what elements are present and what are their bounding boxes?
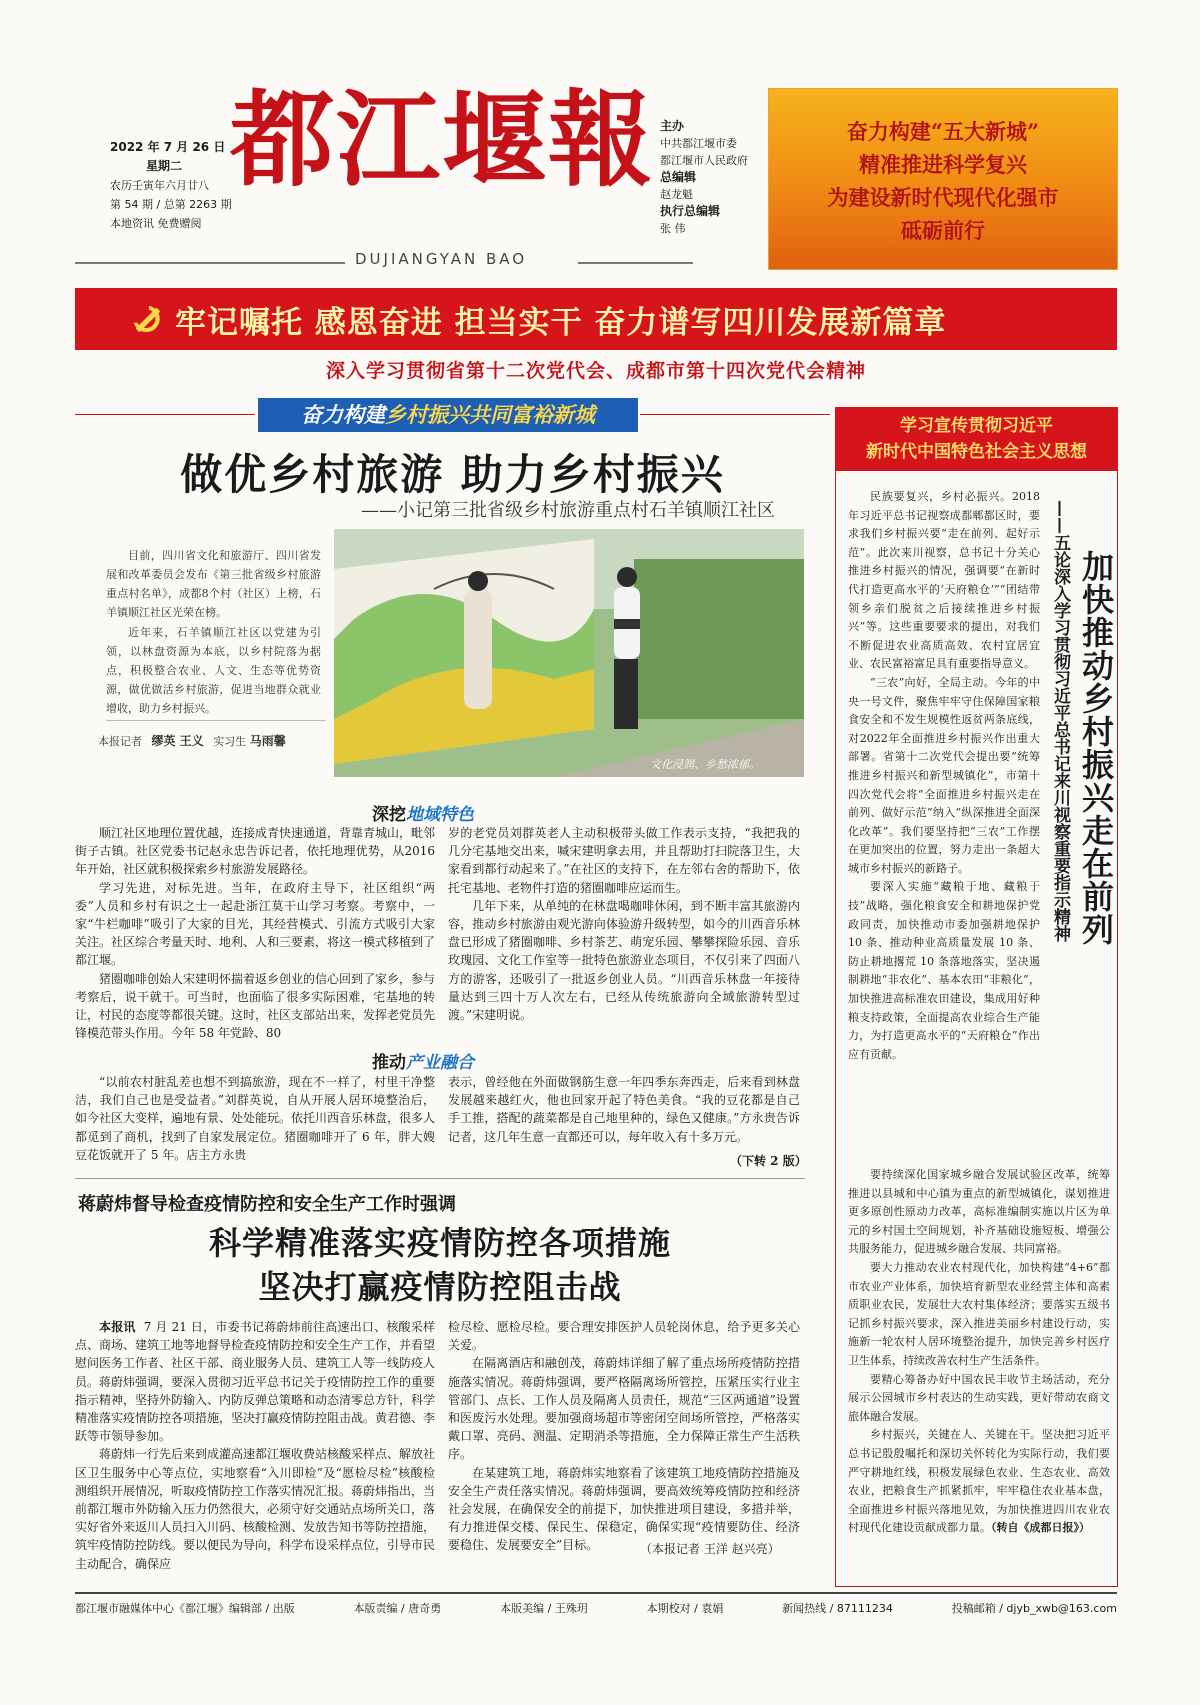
lead-subheadline: ——小记第三批省级乡村旅游重点村石羊镇顺江社区 bbox=[361, 500, 775, 521]
section-head-a: 深挖 bbox=[372, 805, 406, 825]
article-column bbox=[448, 824, 800, 1024]
sidebar-paragraph: 民族要复兴，乡村必振兴。2018年习近平总书记视察成都郫都区时，要求我们乡村振兴要“走在前列、起好示范”。此次来川视察，总书记十分关心推进乡村振兴的情况，强调要“在新时代打造更高水平的‘天府粮仓’”“团结带领乡亲们脱贫之后接续推进乡村振兴”等。这些重要要求的提出，对我们不断促进农业高质高效、农村宜居宜业、农民富裕富足具有重要指导意义。 bbox=[848, 490, 1040, 671]
lead-headline: 做优乡村旅游 助力乡村振兴 bbox=[180, 450, 725, 499]
lead-kicker-a: 奋力构建 bbox=[301, 403, 385, 427]
sidebar-paragraph: 要精心筹备办好中国农民丰收节主场活动，充分展示公园城市乡村表达的生动实践，更好带动农商文旅体融合发展。 bbox=[848, 1372, 1110, 1423]
sidebar-header bbox=[835, 407, 1118, 471]
newspaper-title: 都江堰報 bbox=[230, 78, 655, 201]
ad-line: 砥砺前行 bbox=[901, 218, 985, 243]
footer-hotline: 新闻热线 / 87111234 bbox=[782, 1602, 893, 1615]
article-column bbox=[75, 1318, 435, 1573]
kicker-rule bbox=[640, 414, 830, 415]
section-head-a: 推动 bbox=[372, 1053, 406, 1073]
issue-date: 2022 年 7 月 26 日 bbox=[110, 140, 226, 154]
exec-editor-label: 执行总编辑 bbox=[660, 204, 721, 218]
party-emblem-icon bbox=[128, 300, 166, 338]
lead-intro bbox=[106, 546, 321, 719]
photo-caption: 文化浸润、乡愁浓郁。 bbox=[650, 758, 760, 771]
byline-intern-label: 实习生 bbox=[213, 735, 247, 748]
slogan-text: 牢记嘱托 感恩奋进 担当实干 奋力谱写四川发展新篇章 bbox=[175, 304, 947, 341]
issue-number: 第 54 期 / 总第 2263 期 bbox=[110, 198, 232, 211]
dateline: 本报讯 bbox=[99, 1320, 136, 1334]
footer-publisher: 都江堰市融媒体中心《都江堰》编辑部 / 出版 bbox=[75, 1602, 295, 1615]
footer-email[interactable]: 投稿邮箱 / djyb_xwb@163.com bbox=[951, 1602, 1117, 1615]
sidebar-paragraph: 要深入实施“藏粮于地、藏粮于技”战略，强化粮食安全和耕地保护党政同责，加快推动市委加强耕地保护 10 条、推动种业高质量发展 10 条、防止耕地撂荒 10 条落地落实，坚决遏制耕地“非农化”、基本农田“非粮化”，加快推进高标准农田建设，集成用好种粮支持政策，全面提高农业综合生产能力，为打造更高水平的“天府粮仓”作出应有贡献。 bbox=[848, 880, 1040, 1061]
article-paragraph: 顺江社区地理位置优越，连接成青快速通道，背靠青城山，毗邻街子古镇。社区党委书记赵永忠告诉记者，依托地理优势，从2016年开始，社区就积极探索乡村旅游发展路径。 bbox=[75, 826, 436, 877]
byline-intern: 马雨馨 bbox=[249, 734, 286, 748]
sidebar-header-line: 新时代中国特色社会主义思想 bbox=[866, 442, 1087, 462]
sponsor-label: 主办 bbox=[660, 119, 685, 133]
lead-photo bbox=[334, 529, 804, 777]
sponsor-name: 都江堰市人民政府 bbox=[660, 154, 748, 167]
footer bbox=[75, 1600, 1117, 1616]
footer-rule bbox=[75, 1592, 1117, 1594]
sidebar-paragraph: “三农”向好，全局主动。今年的中央一号文件，聚焦牢牢守住保障国家粮食安全和不发生规模性返贫两条底线，对2022年全面推进乡村振兴作出重大部署。省第十二次党代会提出要“统筹推进乡村振兴和新型城镇化”，市第十四次党代会将“全面推进乡村振兴走在前列、做好示范”纳入“纵深推进全面深化改革”。我们要坚持把“三农”工作摆在更加突出的位置，努力走出一条超大城市乡村振兴的新路子。 bbox=[848, 675, 1040, 875]
masthead-rule bbox=[578, 262, 693, 264]
masthead-rule bbox=[75, 262, 345, 264]
section-head-b: 地域特色 bbox=[406, 805, 474, 825]
section-head bbox=[372, 1048, 474, 1073]
footer-proofreader: 本期校对 / 袁娟 bbox=[646, 1602, 724, 1615]
footer-designer: 本版美编 / 王殊玥 bbox=[500, 1602, 588, 1615]
editor-label: 总编辑 bbox=[660, 170, 697, 184]
ad-line: 精准推进科学复兴 bbox=[859, 152, 1027, 177]
lead-kicker-b: 乡村振兴共同富裕新城 bbox=[385, 403, 595, 427]
sidebar-header-line: 学习宣传贯彻习近平 bbox=[900, 416, 1053, 436]
sidebar-headline: 加快推动乡村振兴走在前列 bbox=[1077, 550, 1115, 946]
ad-line: 为建设新时代现代化强市 bbox=[827, 185, 1059, 210]
byline-label: 本报记者 bbox=[98, 735, 142, 748]
masthead-ad-banner bbox=[768, 88, 1118, 270]
article-paragraph: 猪圈咖啡创始人宋建明怀揣着返乡创业的信心回到了家乡，参与考察后，说干就干。可当时，也面临了很多实际困难，宅基地的转让，村民的态度等都很关键。这时，社区支部站出来，发挥老党员先锋模范带头作用。今年 58 年党龄、80 bbox=[75, 971, 436, 1041]
sidebar-paragraph: 要大力推动农业农村现代化，加快构建“4+6”都市农业产业体系，加快培育新型农业经营主体和高素质职业农民，发展壮大农村集体经济；要落实五级书记抓乡村振兴要求，深入推进美丽乡村建设行动，实施新一轮农村人居环境整治提升，加快完善乡村医疗卫生体系，持续改善农村生产生活条件。 bbox=[848, 1260, 1110, 1367]
sidebar-body bbox=[848, 488, 1040, 1064]
distribution-note: 本地资讯 免费赠阅 bbox=[110, 217, 202, 230]
sidebar-subheadline: ——五论深入学习贯彻习近平总书记来川视察重要指示精神 bbox=[1050, 500, 1070, 942]
article-paragraph: 蒋蔚炜一行先后来到成灌高速都江堰收费站核酸采样点、解放社区卫生服务中心等点位，实地察看“入川即检”及“愿检尽检”核酸检测组织开展情况，听取疫情防控工作落实情况汇报。蒋蔚炜指出，当前都江堰市外防输入压力仍然很大，必须守好交通站点场所关口，落实好省外来返川人员扫入川码、核酸检测、发放告知书等防控措施，筑牢疫情防控防线。要以便民为导向，科学布设采样点位，引导市民主动配合，确保应 bbox=[75, 1447, 436, 1571]
article-column bbox=[448, 1073, 800, 1146]
sidebar-paragraph bbox=[848, 1426, 1110, 1538]
article-paragraph: 几年下来，从单纯的在林盘喝咖啡休闲，到不断丰富其旅游内容，推动乡村旅游由观光游向体验游升级转型，如今的川西音乐林盘已形成了猪圈咖啡、乡村茶艺、萌宠乐园、攀攀探险乐园、音乐玫瑰园、文化工作室等一批特色旅游业态项目，不仅引来了四面八方的游客，还吸引了一批返乡创业人员。“川西音乐林盘一年接待量达到三四十万人次左右，已经从传统旅游向全域旅游转型过渡。”宋建明说。 bbox=[448, 898, 800, 1023]
article-paragraph: 学习先进，对标先进。当年，在政府主导下，社区组织“两委”人员和乡村有识之士一起赴浙江莫干山学习考察。考察中，一家“牛栏咖啡”吸引了大家的目光，其经营模式、引流方式吸引大家关注。社区综合考量天时、地利、人和三要素，将这一模式移植到了都江堰。 bbox=[75, 880, 436, 968]
sponsor-name: 中共都江堰市委 bbox=[660, 137, 737, 150]
article-column bbox=[75, 1073, 435, 1164]
article-column bbox=[75, 824, 435, 1042]
intro-paragraph: 近年来，石羊镇顺江社区以党建为引领，以林盘资源为本底，以乡村院落为据点，积极整合农业、人文、生态等优势资源，做优做活乡村旅游，促进当地群众就业增收，助力乡村振兴。 bbox=[106, 626, 321, 715]
editor-name: 赵龙魁 bbox=[660, 188, 693, 201]
story2-kicker: 蒋蔚炜督导检查疫情防控和安全生产工作时强调 bbox=[78, 1194, 456, 1215]
masthead-credits bbox=[660, 118, 765, 237]
section-head bbox=[372, 800, 474, 825]
intro-paragraph: 目前，四川省文化和旅游厅、四川省发展和改革委员会发布《第三批省级乡村旅游重点村名单》，成都8个村（社区）上榜，石羊镇顺江社区光荣在榜。 bbox=[106, 549, 321, 619]
article-paragraph: 在隔离酒店和融创茂，蒋蔚炜详细了解了重点场所疫情防控措施落实情况。蒋蔚炜强调，要严格隔离场所管控，压紧压实行业主管部门、点长、工作人员及隔离人员责任，规范“三区两通道”设置和医废污水处理。要加强商场超市等密闭空间场所管控，严格落实戴口罩、亮码、测温、定期消杀等措施，全力保障正常生产生活秩序。 bbox=[448, 1356, 800, 1462]
kicker-rule bbox=[75, 414, 255, 415]
story2-headline: 坚决打赢疫情防控阻击战 bbox=[258, 1268, 622, 1306]
story2-byline: （本报记者 王洋 赵兴亮） bbox=[640, 1542, 780, 1556]
article-text: 7 月 21 日，市委书记蒋蔚炜前往高速出口、核酸采样点、商场、建筑工地等地督导检查疫情防控和安全生产工作，并看望慰问医务工作者、社区干部、商业服务人员、建筑工人等一线防疫人员。蒋蔚炜强调，要深入贯彻习近平总书记关于疫情防控工作的重要指示精神，坚持外防输入、内防反弹总策略和动态清零总方针，科学精准落实疫情防控各项措施，坚决打赢疫情防控阻击战。黄君德、李跃等市领导参加。 bbox=[75, 1320, 436, 1444]
sidebar-paragraph: 要持续深化国家城乡融合发展试验区改革，统筹推进以县城和中心镇为重点的新型城镇化，谋划推进更多原创性原动力改革，高标准编制实施以片区为单元的乡村国土空间规划，补齐基础设施短板、增强公共服务能力，促进城乡融合发展、共同富裕。 bbox=[848, 1168, 1110, 1256]
exec-editor-name: 张 伟 bbox=[660, 222, 686, 235]
lead-kicker bbox=[258, 398, 638, 432]
issue-weekday: 星期二 bbox=[146, 159, 183, 173]
sub-banner: 深入学习贯彻省第十二次党代会、成都市第十四次党代会精神 bbox=[325, 360, 866, 382]
section-head-b: 产业融合 bbox=[406, 1053, 474, 1073]
byline-names: 缪英 王义 bbox=[151, 734, 204, 748]
lead-byline bbox=[98, 732, 328, 749]
lunar-date: 农历壬寅年六月廿八 bbox=[110, 179, 209, 192]
divider bbox=[75, 1178, 805, 1179]
slogan-banner bbox=[75, 288, 1117, 350]
ad-line: 奋力构建“五大新城” bbox=[846, 119, 1040, 144]
article-paragraph: 表示，曾经他在外面做钢筋生意一年四季东奔西走，后来看到林盘发展越来越红火，他也回家开起了特色美食。“我的豆花都是自己手工推，搭配的蔬菜都是自己地里种的，绿色又健康。”方永贵告诉记者，这几年生意一直都还可以，每年收入有十多万元。 bbox=[448, 1075, 800, 1144]
sidebar-body-wide bbox=[848, 1166, 1110, 1538]
article-paragraph: 在某建筑工地，蒋蔚炜实地察看了该建筑工地疫情防控措施及安全生产责任落实情况。蒋蔚炜强调，要高效统筹疫情防控和经济社会发展，在确保安全的前提下，加快推进项目建设，多措并举，有力推进保交楼、保民生、保稳定，确保实现“疫情要防住、经济要稳住、发展要安全”目标。 bbox=[448, 1465, 800, 1553]
sidebar-text: 乡村振兴，关键在人、关键在干。坚决把习近平总书记殷殷嘱托和深切关怀转化为实际行动，我们要严守耕地红线，积极发展绿色农业、生态农业、高效农业，把粮食生产抓紧抓牢，牢牢稳住农业基本盘，全面推进乡村振兴落地见效，为加快推进四川农业农村现代化建设贡献成都力量。 bbox=[848, 1428, 1110, 1535]
continued-link[interactable]: （下转 2 版） bbox=[730, 1154, 807, 1168]
masthead-date-block bbox=[110, 138, 235, 233]
sidebar-source: （转自《成都日报》） bbox=[991, 1521, 1090, 1535]
article-paragraph: 岁的老党员刘群英老人主动积极带头做工作表示支持，“我把我的几分宅基地交出来，喊宋建明拿去用，并且帮助打扫院落卫生，大家看到都行动起来了。”在社区的支持下，在左邻右舍的帮助下，依托宅基地、老物件打造的猪圈咖啡应运而生。 bbox=[448, 826, 800, 895]
newspaper-pinyin: DUJIANGYAN BAO bbox=[355, 250, 528, 268]
article-paragraph: 检尽检、愿检尽检。要合理安排医护人员轮岗休息，给予更多关心关爱。 bbox=[448, 1320, 800, 1353]
divider bbox=[106, 720, 326, 721]
article-paragraph: “以前农村脏乱差也想不到搞旅游，现在不一样了，村里干净整洁，我们自己也是受益者。”刘群英说，自从开展人居环境整治后，如今社区大变样，遍地有景、处处能玩。依托川西音乐林盘，很多人都觅到了商机，找到了自家发展定位。猪圈咖啡开了 6 年，胖大嫂豆花饭就开了 5 年。店主方永贵 bbox=[75, 1075, 436, 1162]
story2-headline: 科学精准落实疫情防控各项措施 bbox=[208, 1224, 671, 1262]
article-column bbox=[448, 1318, 800, 1555]
footer-editor: 本版责编 / 唐奇勇 bbox=[353, 1602, 442, 1615]
article-paragraph bbox=[75, 1318, 435, 1445]
